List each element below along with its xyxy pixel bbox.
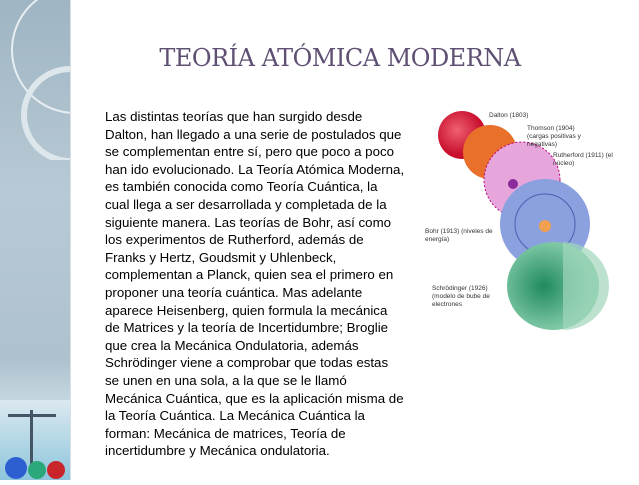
label-dalton: Dalton (1803) [489,112,529,119]
lab-glassware-image [0,400,70,480]
label-thomson: Thomson (1904) (cargas positivas y negativas) [527,125,581,148]
label-rutherford: Rutherford (1911) (el núcleo) [553,152,613,167]
label-bohr: Bohr (1913) (niveles de energía) [425,228,493,243]
slide-title: TEORÍA ATÓMICA MODERNA [159,44,521,72]
atomic-models-figure [405,100,639,330]
decorative-rings [0,0,70,160]
slide-body-text: Las distintas teorías que han surgido desde Dalton, han llegado a una serie de postulados que se complementan entre sí, pero que poco a poco han ido evolucionado. La Teoría Atómica Moderna, es también conocida como Teoría Cuántica, la cual llega a ser desarrollada y completada de la siguiente manera. Las teorías de Bohr, así como los experimentos de Rutherford, además de Franks y Hertz, Goudsmit y Uhlenbeck, complementan a Planck, quien sea el primero en proponer una teoría cuántica. Mas adelante aparece Heisenberg, quien formula la mecánica de Matrices y la teoría de Incertidumbre; Broglie que crea la Mecánica Ondulatoria, además Schrödinger viene a comprobar que todas estas se unen en una sola, a la que se le llamó Mecánica Cuántica, que es la aplicación misma de la Teoría Cuántica. La Mecánica Cuántica la forman: Mecánica de matrices, Teoría de incertidumbre y Mecánica ondulatoria. [105,109,405,459]
label-schrodinger: Schrödinger (1926) (modelo de bube de electrones [432,285,490,308]
decorative-sidebar [0,0,71,480]
